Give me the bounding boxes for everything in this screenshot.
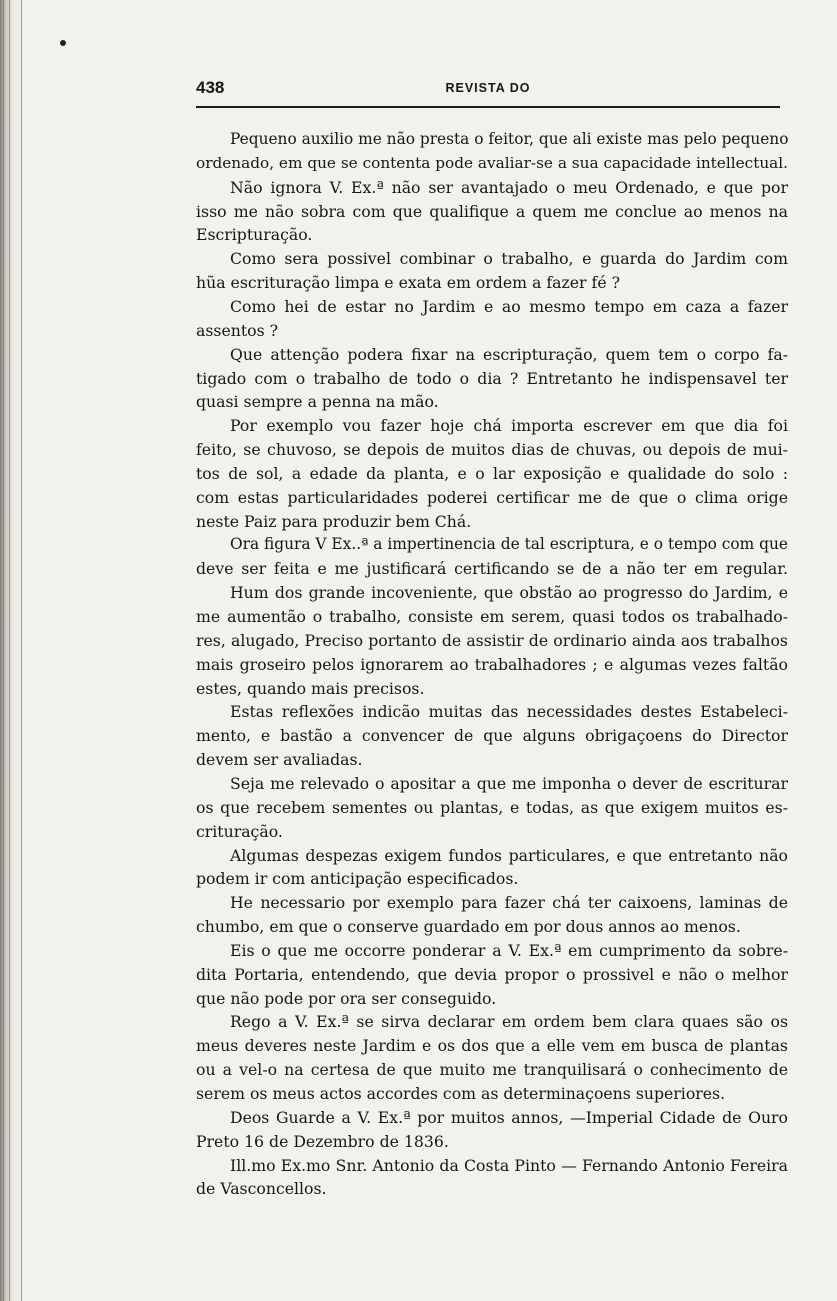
text-line: chumbo, em que o conserve guardado em por dous annos ao menos.: [196, 917, 741, 937]
binding-line: [3, 0, 4, 1301]
ink-speck: [60, 40, 66, 46]
text-line: Estas reflexões indicão muitas das necessidades destes Estabeleci-: [230, 702, 788, 722]
text-line: os que recebem sementes ou plantas, e todas, as que exigem muitos es-: [196, 797, 788, 817]
text-line: Ill.mo Ex.mo Snr. Antonio da Costa Pinto — Fernando Antonio Fereira: [230, 1155, 788, 1175]
text-line: ordenado, em que se contenta pode avaliar-se a sua capacidade intellectual.: [196, 153, 788, 172]
text-line: devem ser avaliadas.: [196, 750, 363, 770]
text-line: Como sera possivel combinar o trabalho, e guarda do Jardim com: [230, 249, 788, 269]
text-line: hũa escrituração limpa e exata em ordem a fazer fé ?: [196, 273, 620, 293]
text-line: tigado com o trabalho de todo o dia ? Entretanto he indispensavel ter: [196, 368, 788, 388]
text-line: tos de sol, a edade da planta, e o lar exposição e qualidade do solo :: [196, 463, 788, 483]
text-line: quasi sempre a penna na mão.: [196, 392, 439, 412]
binding-line: [21, 0, 22, 1301]
text-line: Que attenção podera fixar na escripturação, quem tem o corpo fa-: [230, 344, 788, 364]
text-line: assentos ?: [196, 320, 279, 340]
text-line: Escripturação.: [196, 225, 313, 245]
text-line: res, alugado, Preciso portanto de assistir de ordinario ainda aos trabalhos: [196, 630, 788, 650]
text-line: estes, quando mais precisos.: [196, 678, 425, 698]
text-line: Hum dos grande incoveniente, que obstão ao progresso do Jardim, e: [230, 583, 788, 603]
text-line: de Vasconcellos.: [196, 1179, 327, 1199]
running-title: REVISTA DO: [445, 81, 531, 95]
text-line: com estas particularidades poderei certificar me de que o clima orige: [196, 487, 788, 507]
text-line: Não ignora V. Ex.ª não ser avantajado o meu Ordenado, e que por: [230, 177, 788, 197]
text-line: me aumentão o trabalho, consiste em serem, quasi todos os trabalhado-: [196, 607, 788, 626]
text-line: isso me não sobra com que qualifique a quem me conclue ao menos na: [196, 201, 788, 221]
header-rule: [196, 106, 780, 108]
text-line: meus deveres neste Jardim e os dos que a elle vem em busca de plantas: [196, 1036, 788, 1056]
text-line: dita Portaria, entendendo, que devia propor o prossivel e não o melhor: [196, 964, 788, 984]
text-line: Ora figura V Ex..ª a impertinencia de tal escriptura, e o tempo com que: [230, 535, 788, 554]
text-line: que não pode por ora ser conseguido.: [196, 988, 497, 1008]
binding-line: [9, 0, 10, 1301]
text-line: Eis o que me occorre ponderar a V. Ex.ª em cumprimento da sobre-: [230, 940, 788, 960]
page-header: [196, 78, 780, 108]
page-number: 438: [196, 78, 225, 97]
text-line: serem os meus actos accordes com as determinaçoens superiores.: [196, 1084, 726, 1103]
text-line: Rego a V. Ex.ª se sirva declarar em ordem bem clara quaes são os: [230, 1012, 788, 1032]
text-line: deve ser feita e me justificará certificando se de a não ter em regular.: [196, 559, 788, 579]
text-line: He necessario por exemplo para fazer chá ter caixoens, laminas de: [230, 893, 788, 913]
text-line: Seja me relevado o apositar a que me imponha o dever de escriturar: [230, 773, 788, 793]
text-line: feito, se chuvoso, se depois de muitos dias de chuvas, ou depois de mui-: [196, 440, 788, 460]
text-line: Pequeno auxilio me não presta o feitor, que ali existe mas pelo pequeno: [230, 130, 789, 148]
text-line: Por exemplo vou fazer hoje chá importa escrever em que dia foi: [230, 416, 788, 436]
text-line: mais groseiro pelos ignorarem ao trabalhadores ; e algumas vezes faltão: [196, 654, 788, 674]
text-line: neste Paiz para produzir bem Chá.: [196, 511, 472, 531]
text-line: Algumas despezas exigem fundos particulares, e que entretanto não: [230, 845, 788, 865]
text-line: Preto 16 de Dezembro de 1836.: [196, 1131, 449, 1151]
text-line: crituração.: [196, 821, 283, 841]
page-binding-edge: [0, 0, 28, 1301]
text-line: ou a vel-o na certesa de que muito me tranquilisará o conhecimento de: [196, 1060, 788, 1080]
text-line: Deos Guarde a V. Ex.ª por muitos annos, —Imperial Cidade de Ouro: [230, 1107, 788, 1127]
text-line: Como hei de estar no Jardim e ao mesmo tempo em caza a fazer: [230, 296, 788, 316]
text-line: podem ir com anticipação especificados.: [196, 869, 519, 889]
text-line: mento, e bastão a convencer de que alguns obrigaçoens do Director: [196, 726, 788, 746]
